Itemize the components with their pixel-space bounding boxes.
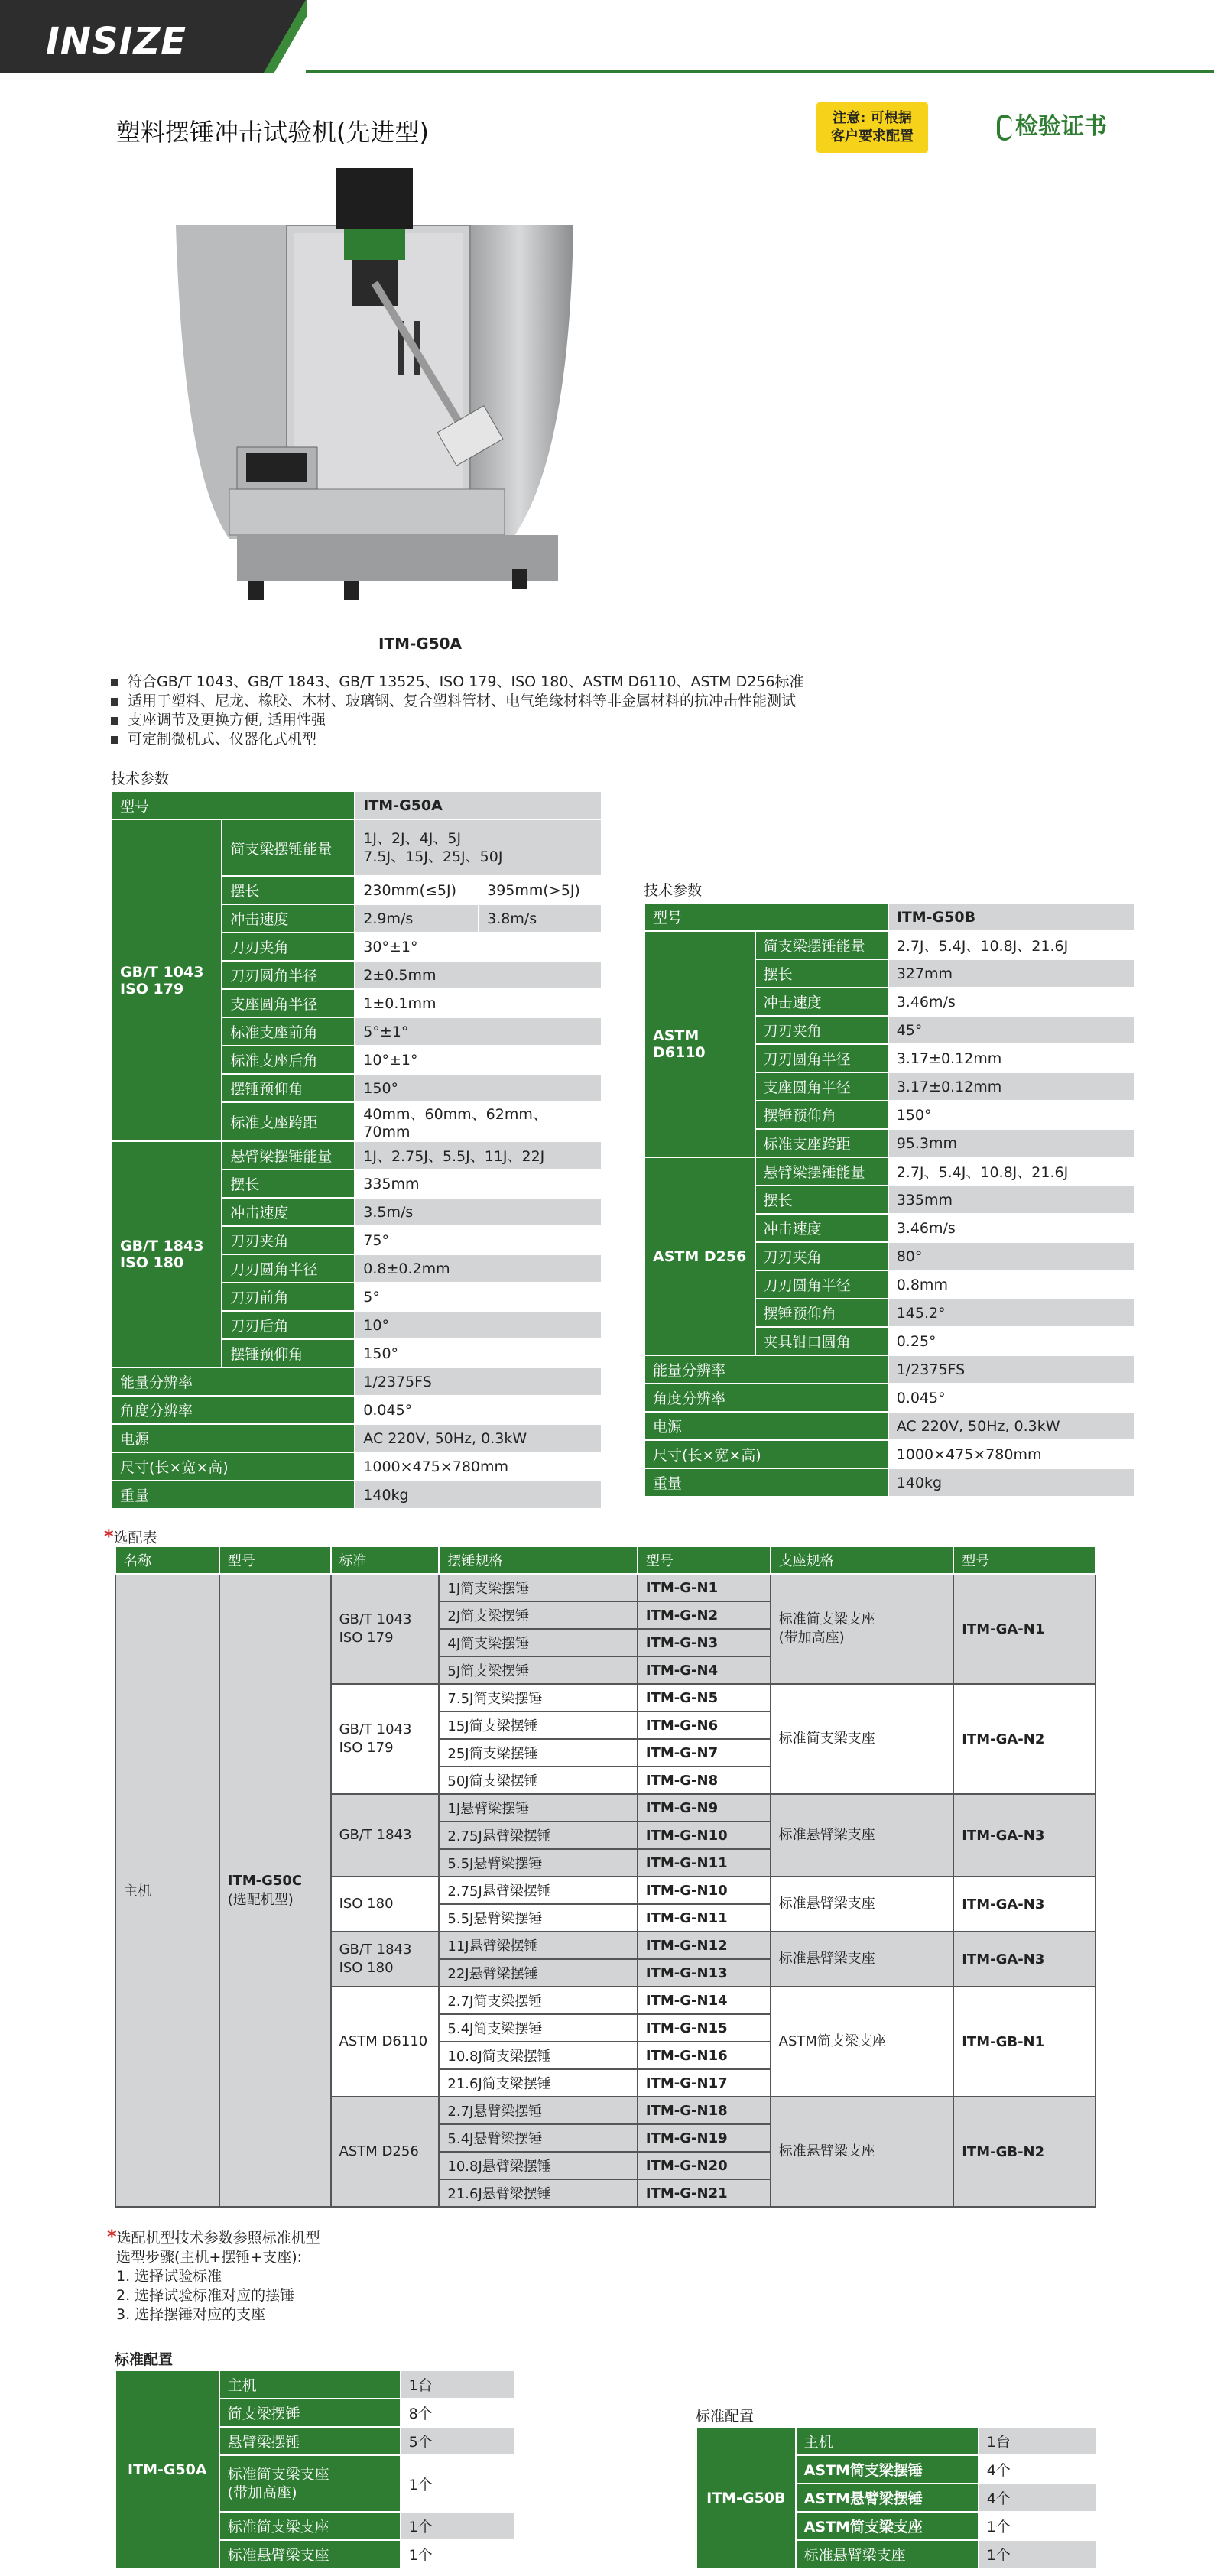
accessories-label: 选配表 — [113, 1530, 157, 1546]
param-label: 摆锤预仰角 — [755, 1101, 888, 1129]
feature-item: 适用于塑料、尼龙、橡胶、木材、玻璃钢、复合塑料管材、电气绝缘材料等非金属材料的抗冲击性能测试 — [111, 692, 803, 711]
param-value: 5° — [355, 1283, 602, 1311]
model-label: 型号 — [644, 903, 888, 931]
param-label: 冲击速度 — [755, 1214, 888, 1242]
param-value: 150° — [355, 1074, 602, 1102]
pendulum-spec: 4J简支梁摆锤 — [439, 1629, 638, 1656]
spec-table-g50a — [111, 790, 602, 1510]
common-value: 1/2375FS — [888, 1355, 1135, 1384]
config-qty: 1个 — [979, 2540, 1096, 2568]
feature-item: 可定制微机式、仪器化式机型 — [111, 730, 803, 749]
common-label: 尺寸(长×宽×高) — [112, 1452, 355, 1481]
main-model-code: ITM-G50C — [227, 1872, 303, 1889]
param-label: 标准支座前角 — [222, 1017, 355, 1046]
param-value: 3.17±0.12mm — [888, 1044, 1135, 1072]
param-label: 支座圆角半径 — [755, 1072, 888, 1101]
param-label: 摆长 — [755, 959, 888, 988]
support-model: ITM-GB-N1 — [953, 1987, 1096, 2097]
pendulum-spec: 5J简支梁摆锤 — [439, 1656, 638, 1684]
config-model: ITM-G50B — [696, 2427, 796, 2568]
param-value: 10° — [355, 1311, 602, 1339]
param-value: 1±0.1mm — [355, 989, 602, 1017]
note-line — [107, 2227, 320, 2248]
pendulum-spec: 21.6J简支梁摆锤 — [439, 2069, 638, 2097]
pendulum-spec: 1J悬臂梁摆锤 — [439, 1794, 638, 1822]
param-value: 3.8m/s — [479, 904, 602, 933]
param-label: 冲击速度 — [222, 1198, 355, 1226]
spec-b-label: 技术参数 — [644, 882, 703, 899]
param-value: 2.7J、5.4J、10.8J、21.6J — [888, 931, 1135, 959]
main-unit-name: 主机 — [115, 1574, 219, 2207]
common-value: AC 220V, 50Hz, 0.3kW — [355, 1424, 602, 1452]
param-value: 95.3mm — [888, 1129, 1135, 1157]
pendulum-model: ITM-G-N15 — [638, 2014, 771, 2042]
asterisk-icon: * — [107, 2226, 117, 2247]
pendulum-spec: 2.7J简支梁摆锤 — [439, 1987, 638, 2014]
std-config-table-g50b — [696, 2426, 1097, 2569]
pendulum-model: ITM-G-N3 — [638, 1629, 771, 1656]
common-value: 140kg — [888, 1468, 1135, 1497]
support-model: ITM-GA-N1 — [953, 1574, 1096, 1684]
param-value: 2.9m/s — [355, 904, 479, 933]
param-value: 3.5m/s — [355, 1198, 602, 1226]
model-value: ITM-G50B — [888, 903, 1135, 931]
pendulum-spec: 10.8J悬臂梁摆锤 — [439, 2152, 638, 2179]
note-line: 选型步骤(主机+摆锤+支座): — [116, 2249, 303, 2266]
pendulum-model: ITM-G-N18 — [638, 2097, 771, 2124]
common-value: 1/2375FS — [355, 1367, 602, 1396]
pendulum-spec: 15J简支梁摆锤 — [439, 1711, 638, 1739]
support-model: ITM-GB-N2 — [953, 2097, 1096, 2207]
param-label: 标准支座后角 — [222, 1046, 355, 1074]
feature-item: 符合GB/T 1043、GB/T 1843、GB/T 13525、ISO 179、ISO 180、ASTM D6110、ASTM D256标准 — [111, 673, 803, 692]
param-value: 3.46m/s — [888, 1214, 1135, 1242]
std-config-table-g50a — [115, 2370, 516, 2569]
pendulum-spec: 5.4J简支梁摆锤 — [439, 2014, 638, 2042]
standard-group-1: ASTM D6110 — [644, 931, 755, 1157]
note-line: 3. 选择摆锤对应的支座 — [116, 2306, 266, 2323]
param-value: 145.2° — [888, 1299, 1135, 1327]
pendulum-model: ITM-G-N10 — [638, 1877, 771, 1904]
pendulum-spec: 21.6J悬臂梁摆锤 — [439, 2179, 638, 2207]
support-spec: 标准简支梁支座 — [771, 1684, 954, 1794]
param-label: 刀刃圆角半径 — [222, 1254, 355, 1283]
param-label: 冲击速度 — [755, 988, 888, 1016]
param-label: 摆锤预仰角 — [222, 1339, 355, 1367]
param-label: 标准支座跨距 — [222, 1102, 355, 1141]
param-value: 1J、2.75J、5.5J、11J、22J — [355, 1141, 602, 1170]
accessories-title — [104, 1526, 157, 1547]
support-model: ITM-GA-N3 — [953, 1794, 1096, 1877]
brand-logo: INSIZE — [46, 20, 187, 63]
param-label: 刀刃圆角半径 — [755, 1270, 888, 1299]
accessories-header-row — [115, 1546, 1096, 1574]
param-value: 2.7J、5.4J、10.8J、21.6J — [888, 1157, 1135, 1186]
common-label: 能量分辨率 — [644, 1355, 888, 1384]
column-header: 标准 — [331, 1546, 440, 1574]
param-value: 5°±1° — [355, 1017, 602, 1046]
param-value: 3.46m/s — [888, 988, 1135, 1016]
param-label: 标准支座跨距 — [755, 1129, 888, 1157]
pendulum-spec: 7.5J简支梁摆锤 — [439, 1684, 638, 1711]
param-label: 摆锤预仰角 — [222, 1074, 355, 1102]
param-label: 摆长 — [222, 876, 355, 904]
main-model-note: (选配机型) — [227, 1891, 294, 1908]
feature-list — [111, 673, 803, 749]
config-item: 悬臂梁摆锤 — [219, 2427, 401, 2455]
model-label: 型号 — [112, 791, 355, 819]
param-label: 刀刃前角 — [222, 1283, 355, 1311]
common-label: 重量 — [644, 1468, 888, 1497]
param-label: 冲击速度 — [222, 904, 355, 933]
config-qty: 8个 — [401, 2399, 515, 2427]
config-item: ASTM悬臂梁摆锤 — [796, 2484, 979, 2512]
accessories-notes — [107, 2227, 320, 2325]
custom-config-note — [816, 102, 928, 153]
param-value: 75° — [355, 1226, 602, 1254]
param-value: 335mm — [888, 1186, 1135, 1214]
param-label: 刀刃后角 — [222, 1311, 355, 1339]
note-line: 2. 选择试验标准对应的摆锤 — [116, 2287, 295, 2304]
config-item: 简支梁摆锤 — [219, 2399, 401, 2427]
param-label: 刀刃夹角 — [755, 1016, 888, 1044]
main-unit-model — [219, 1574, 331, 2207]
config-model: ITM-G50A — [115, 2370, 219, 2568]
standard-cell: GB/T 1043 ISO 179 — [331, 1574, 440, 1684]
pendulum-model: ITM-G-N11 — [638, 1904, 771, 1932]
pendulum-spec: 2J简支梁摆锤 — [439, 1601, 638, 1629]
common-value: AC 220V, 50Hz, 0.3kW — [888, 1412, 1135, 1440]
support-spec: 标准悬臂梁支座 — [771, 1877, 954, 1932]
note-line-1: 注意: 可根据 — [833, 110, 912, 126]
common-label: 能量分辨率 — [112, 1367, 355, 1396]
param-value: 40mm、60mm、62mm、70mm — [355, 1102, 602, 1141]
column-header: 支座规格 — [771, 1546, 954, 1574]
pendulum-model: ITM-G-N8 — [638, 1767, 771, 1794]
pendulum-spec: 2.75J悬臂梁摆锤 — [439, 1822, 638, 1849]
param-label: 悬臂梁摆锤能量 — [755, 1157, 888, 1186]
pendulum-model: ITM-G-N10 — [638, 1822, 771, 1849]
pendulum-spec: 5.5J悬臂梁摆锤 — [439, 1849, 638, 1877]
common-value: 140kg — [355, 1481, 602, 1509]
support-spec: ASTM简支梁支座 — [771, 1987, 954, 2097]
config-item: 标准悬臂梁支座 — [219, 2540, 401, 2568]
param-value: 45° — [888, 1016, 1135, 1044]
std-config-b-label: 标准配置 — [696, 2408, 755, 2425]
pendulum-spec: 25J简支梁摆锤 — [439, 1739, 638, 1767]
param-label: 刀刃夹角 — [222, 933, 355, 961]
common-label: 尺寸(长×宽×高) — [644, 1440, 888, 1468]
config-qty: 1个 — [401, 2455, 515, 2512]
config-qty: 1个 — [401, 2540, 515, 2568]
config-item: ASTM简支梁支座 — [796, 2512, 979, 2540]
param-value: 0.8±0.2mm — [355, 1254, 602, 1283]
pendulum-model: ITM-G-N19 — [638, 2124, 771, 2152]
pendulum-model: ITM-G-N21 — [638, 2179, 771, 2207]
param-label: 夹具钳口圆角 — [755, 1327, 888, 1355]
pendulum-model: ITM-G-N2 — [638, 1601, 771, 1629]
support-spec: 标准悬臂梁支座 — [771, 1932, 954, 1987]
standard-cell: ISO 180 — [331, 1877, 440, 1932]
param-value: 0.25° — [888, 1327, 1135, 1355]
support-model: ITM-GA-N3 — [953, 1877, 1096, 1932]
param-label: 悬臂梁摆锤能量 — [222, 1141, 355, 1170]
param-value: 30°±1° — [355, 933, 602, 961]
pendulum-model: ITM-G-N5 — [638, 1684, 771, 1711]
column-header: 型号 — [638, 1546, 771, 1574]
pendulum-spec: 22J悬臂梁摆锤 — [439, 1959, 638, 1987]
config-item: ASTM简支梁摆锤 — [796, 2455, 979, 2484]
common-label: 角度分辨率 — [112, 1396, 355, 1424]
common-value: 1000×475×780mm — [355, 1452, 602, 1481]
note-line-2: 客户要求配置 — [831, 128, 914, 144]
config-item: 标准简支梁支座 (带加高座) — [219, 2455, 401, 2512]
spec-a-label: 技术参数 — [111, 771, 170, 787]
param-label: 摆长 — [755, 1186, 888, 1214]
pendulum-model: ITM-G-N11 — [638, 1849, 771, 1877]
common-label: 电源 — [644, 1412, 888, 1440]
support-spec: 标准悬臂梁支座 — [771, 2097, 954, 2207]
config-qty: 4个 — [979, 2455, 1096, 2484]
pendulum-model: ITM-G-N16 — [638, 2042, 771, 2069]
spec-table-g50b — [644, 902, 1136, 1497]
config-qty: 1台 — [401, 2370, 515, 2399]
column-header: 名称 — [115, 1546, 219, 1574]
support-spec: 标准简支梁支座 (带加高座) — [771, 1574, 954, 1684]
config-item: 主机 — [219, 2370, 401, 2399]
param-value: 2±0.5mm — [355, 961, 602, 989]
support-model: ITM-GA-N2 — [953, 1684, 1096, 1794]
column-header: 摆锤规格 — [439, 1546, 638, 1574]
param-value: 327mm — [888, 959, 1135, 988]
pendulum-spec: 2.75J悬臂梁摆锤 — [439, 1877, 638, 1904]
param-label: 刀刃圆角半径 — [222, 961, 355, 989]
model-value: ITM-G50A — [355, 791, 602, 819]
config-qty: 5个 — [401, 2427, 515, 2455]
common-value: 1000×475×780mm — [888, 1440, 1135, 1468]
standard-group-2: ASTM D256 — [644, 1157, 755, 1355]
pendulum-model: ITM-G-N6 — [638, 1711, 771, 1739]
param-value: 10°±1° — [355, 1046, 602, 1074]
common-label: 电源 — [112, 1424, 355, 1452]
common-label: 重量 — [112, 1481, 355, 1509]
param-label: 支座圆角半径 — [222, 989, 355, 1017]
pendulum-model: ITM-G-N1 — [638, 1574, 771, 1601]
pendulum-model: ITM-G-N13 — [638, 1959, 771, 1987]
feature-item: 支座调节及更换方便, 适用性强 — [111, 711, 803, 730]
common-value: 0.045° — [355, 1396, 602, 1424]
asterisk-icon: * — [104, 1526, 114, 1547]
config-qty: 1台 — [979, 2427, 1096, 2455]
image-caption: ITM-G50A — [378, 634, 463, 653]
param-value: 1J、2J、4J、5J 7.5J、15J、25J、50J — [355, 819, 602, 876]
certificate-label: 检验证书 — [1015, 113, 1107, 140]
param-value: 150° — [888, 1101, 1135, 1129]
pendulum-spec: 11J悬臂梁摆锤 — [439, 1932, 638, 1959]
pendulum-spec: 5.4J悬臂梁摆锤 — [439, 2124, 638, 2152]
param-label: 简支梁摆锤能量 — [222, 819, 355, 876]
column-header: 型号 — [219, 1546, 331, 1574]
note-line: 1. 选择试验标准 — [116, 2268, 222, 2285]
param-label: 刀刃夹角 — [755, 1242, 888, 1270]
pendulum-model: ITM-G-N20 — [638, 2152, 771, 2179]
config-qty: 1个 — [401, 2512, 515, 2540]
config-item: 标准悬臂梁支座 — [796, 2540, 979, 2568]
param-value: 150° — [355, 1339, 602, 1367]
pendulum-model: ITM-G-N9 — [638, 1794, 771, 1822]
note-text: 选配机型技术参数参照标准机型 — [116, 2230, 320, 2247]
param-label: 摆长 — [222, 1170, 355, 1198]
page-title: 塑料摆锤冲击试验机(先进型) — [116, 118, 429, 147]
param-label: 刀刃圆角半径 — [755, 1044, 888, 1072]
param-value: 395mm(>5J) — [479, 876, 602, 904]
pendulum-spec: 10.8J简支梁摆锤 — [439, 2042, 638, 2069]
param-value: 335mm — [355, 1170, 602, 1198]
pendulum-model: ITM-G-N12 — [638, 1932, 771, 1959]
support-spec: 标准悬臂梁支座 — [771, 1794, 954, 1877]
standard-cell: GB/T 1843 ISO 180 — [331, 1932, 440, 1987]
param-value: 230mm(≤5J) — [355, 876, 479, 904]
param-value: 3.17±0.12mm — [888, 1072, 1135, 1101]
accessories-table — [115, 1546, 1096, 2208]
pendulum-model: ITM-G-N14 — [638, 1987, 771, 2014]
pendulum-model: ITM-G-N7 — [638, 1739, 771, 1767]
header-rule — [306, 70, 1214, 73]
config-qty: 4个 — [979, 2484, 1096, 2512]
pendulum-model: ITM-G-N4 — [638, 1656, 771, 1684]
config-qty: 1个 — [979, 2512, 1096, 2540]
param-label: 简支梁摆锤能量 — [755, 931, 888, 959]
standard-group-1: GB/T 1043 ISO 179 — [112, 819, 222, 1141]
param-label: 刀刃夹角 — [222, 1226, 355, 1254]
certificate-badge — [997, 107, 1107, 141]
std-config-a-label: 标准配置 — [115, 2351, 174, 2368]
common-label: 角度分辨率 — [644, 1384, 888, 1412]
param-value: 80° — [888, 1242, 1135, 1270]
support-model: ITM-GA-N3 — [953, 1932, 1096, 1987]
common-value: 0.045° — [888, 1384, 1135, 1412]
column-header: 型号 — [953, 1546, 1096, 1574]
pendulum-spec: 50J简支梁摆锤 — [439, 1767, 638, 1794]
standard-cell: GB/T 1043 ISO 179 — [331, 1684, 440, 1794]
pendulum-spec: 5.5J悬臂梁摆锤 — [439, 1904, 638, 1932]
config-item: 标准简支梁支座 — [219, 2512, 401, 2540]
param-label: 摆锤预仰角 — [755, 1299, 888, 1327]
pendulum-spec: 1J简支梁摆锤 — [439, 1574, 638, 1601]
pendulum-model: ITM-G-N17 — [638, 2069, 771, 2097]
standard-cell: GB/T 1843 — [331, 1794, 440, 1877]
certificate-icon — [997, 115, 1012, 141]
machine-illustration — [115, 153, 635, 627]
standard-cell: ASTM D256 — [331, 2097, 440, 2207]
config-item: 主机 — [796, 2427, 979, 2455]
param-value: 0.8mm — [888, 1270, 1135, 1299]
accessory-row — [115, 1574, 1096, 1601]
pendulum-spec: 2.7J悬臂梁摆锤 — [439, 2097, 638, 2124]
standard-cell: ASTM D6110 — [331, 1987, 440, 2097]
standard-group-2: GB/T 1843 ISO 180 — [112, 1141, 222, 1367]
